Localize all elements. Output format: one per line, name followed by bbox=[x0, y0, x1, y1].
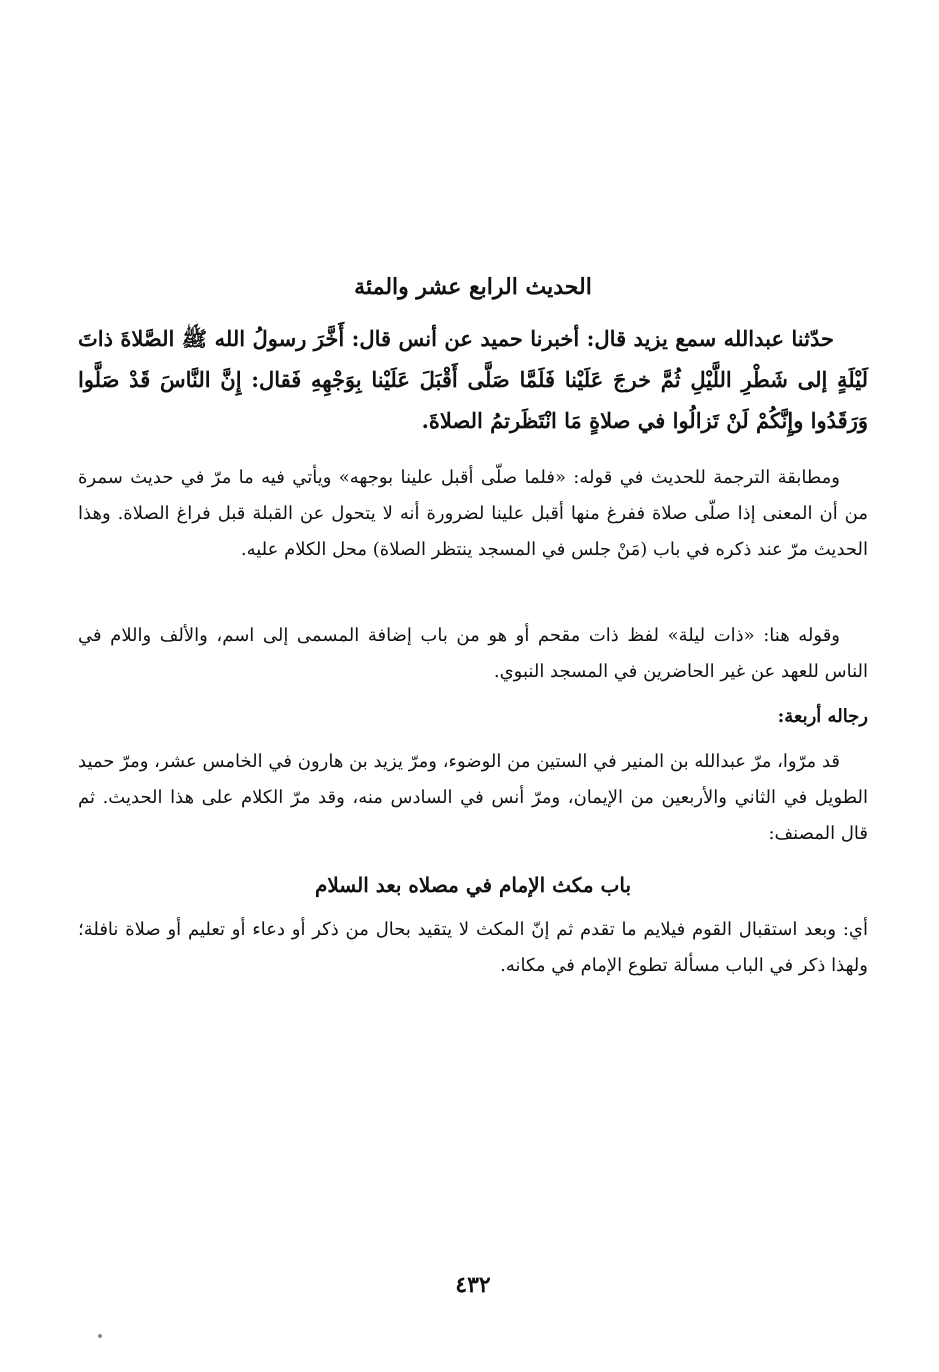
scan-speck bbox=[98, 1334, 102, 1338]
chapter-text: أي: وبعد استقبال القوم فيلايم ما تقدم ثم إنّ المكث لا يتقيد بحال من ذكر أو دعاء أو تعليم أو صلاة نافلة؛ ولهذا ذكر في الباب مسألة تطوع الإمام في مكانه. bbox=[78, 919, 868, 976]
commentary-paragraph-2: وقوله هنا: «ذات ليلة» لفظ ذات مقحم أو هو من باب إضافة المسمى إلى اسم، والألف واللام في الناس للعهد عن غير الحاضرين في المسجد النبوي. bbox=[78, 625, 868, 682]
hadith-text: حدّثنا عبدالله سمع يزيد قال: أخبرنا حميد عن أنس قال: أَخَّرَ رسولُ الله ﷺ الصَّلاةَ ذاتَ لَيْلَةٍ إلى شَطْرِ اللَّيْلِ ثُمَّ خرجَ عَلَيْنا فَلَمَّا صَلَّى أَقْبَلَ عَلَيْنا بِوَجْهِهِ فَقال: إِنَّ النَّاسَ قَدْ صَلَّوا وَرَقَدُوا وإِنَّكُمْ لَنْ تَزالُوا في صلاةٍ مَا انْتَظَرتمُ الصلاةَ. bbox=[78, 326, 868, 433]
book-page bbox=[78, 0, 868, 1372]
page-number: ٤٣٢ bbox=[455, 1272, 491, 1298]
narrators-paragraph: قد مرّوا، مرّ عبدالله بن المنير في الستين من الوضوء، ومرّ يزيد بن هارون في الخامس عشر، ومرّ حميد الطويل في الثاني والأربعين من الإيمان، ومرّ أنس في السادس منه، وقد مرّ الكلام على هذا الحديث. ثم قال المصنف: bbox=[78, 751, 868, 844]
commentary-paragraph-1: ومطابقة الترجمة للحديث في قوله: «فلما صلّى أقبل علينا بوجهه» ويأتي فيه ما مرّ في حديث سمرة من أن المعنى إذا صلّى صلاة ففرغ منها أقبل علينا لضرورة أنه لا يتحول عن القبلة قبل فراغ الصلاة. وهذا الحديث مرّ عند ذكره في باب (مَنْ جلس في المسجد ينتظر الصلاة) محل الكلام عليه. bbox=[78, 467, 868, 560]
hadith-title: الحديث الرابع عشر والمئة bbox=[354, 274, 592, 300]
chapter-title: باب مكث الإمام في مصلاه بعد السلام bbox=[314, 873, 632, 897]
narrators-heading: رجاله أربعة: bbox=[777, 706, 868, 727]
